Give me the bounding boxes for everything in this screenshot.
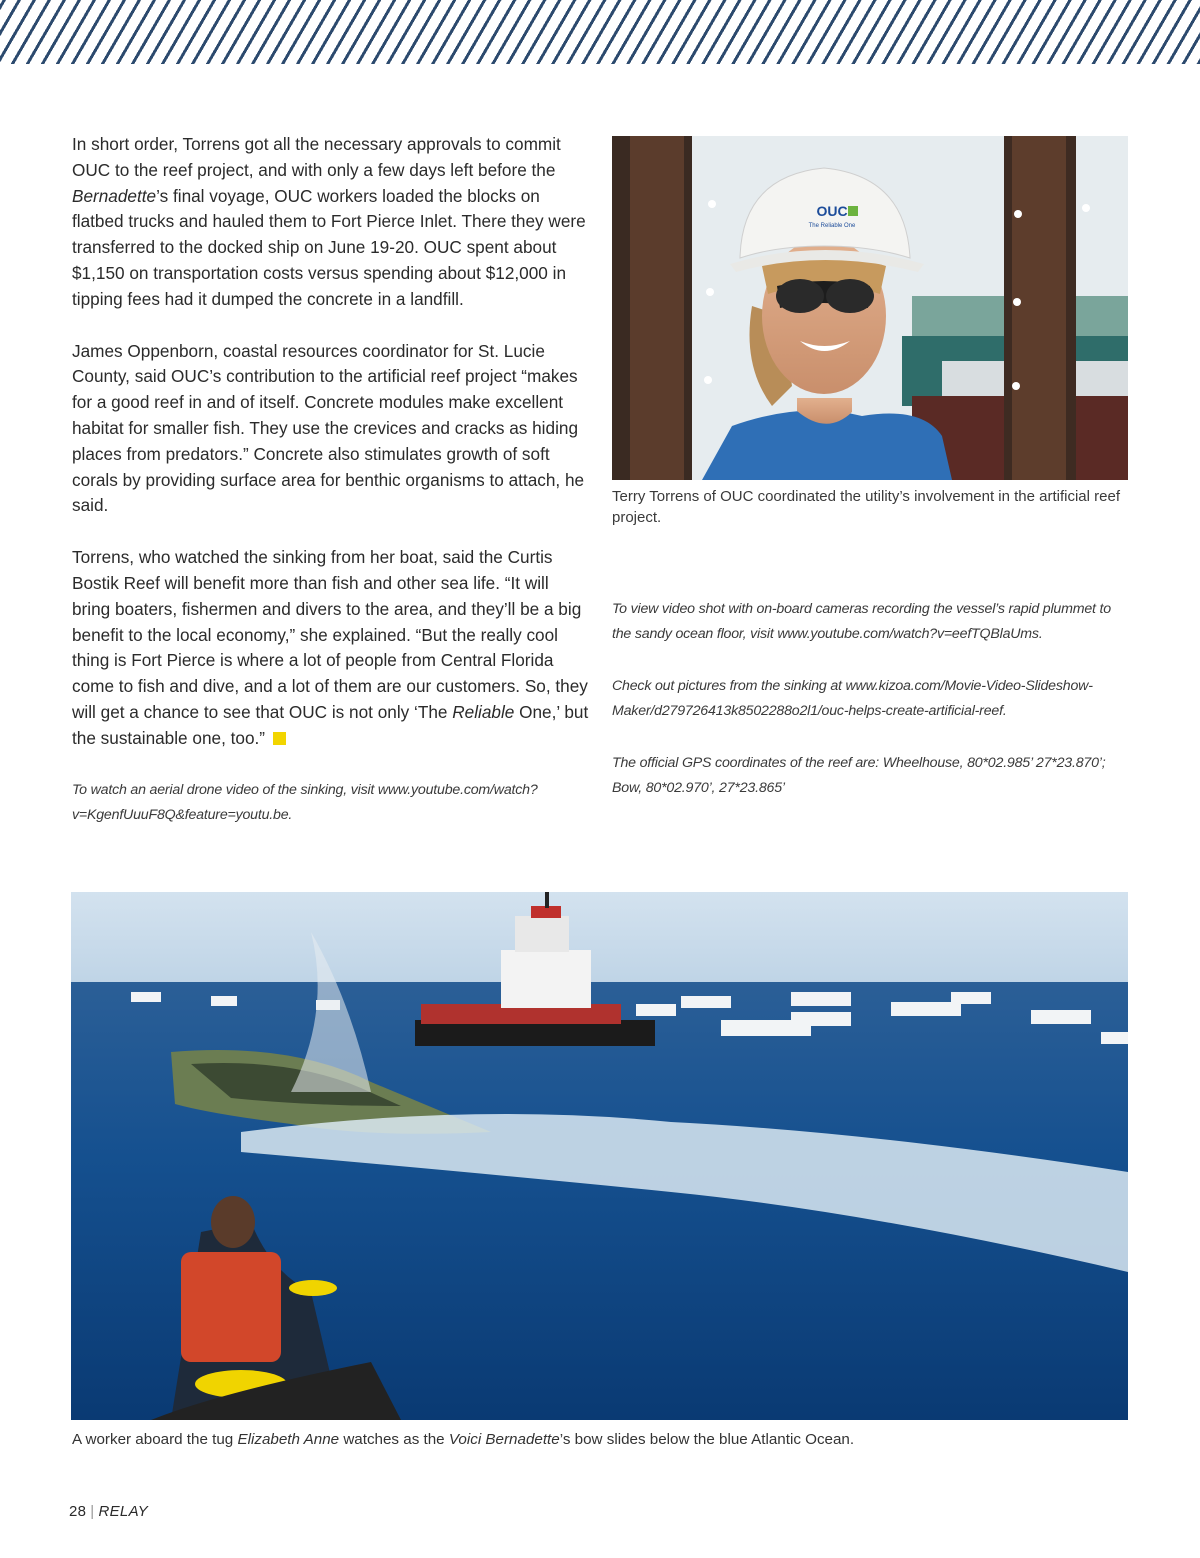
pictures-note: Check out pictures from the sinking at www.kizoa.com/Movie-Video-Slideshow-Maker/d279726413k8502288o2l1/ouc-helps-create-artificial-reef. <box>612 678 1093 719</box>
footer-separator: | <box>90 1503 95 1520</box>
wide-caption-text-a: A worker aboard the tug <box>72 1431 238 1448</box>
paragraph-torrens-quote <box>72 545 590 751</box>
reliable-italic: Reliable <box>452 701 515 722</box>
wide-caption-text-c: ’s bow slides below the blue Atlantic Ocean. <box>559 1431 855 1448</box>
portrait-figure <box>612 136 1128 528</box>
paragraph-approvals-text-b: ’s final voyage, OUC workers loaded the blocks on flatbed trucks and hauled them to Fort Pierce Inlet. There they were transferred to the docked ship on June 19-20. OUC spent about $1,150 on transportation costs versus spending about $12,000 in tipping fees had it dumped the concrete in a landfill. <box>72 185 586 309</box>
drone-video-note: To watch an aerial drone video of the sinking, visit www.youtube.com/watch?v=KgenfUuuF8Q&feature=youtu.be. <box>72 781 538 823</box>
page-footer <box>69 1503 148 1520</box>
tug-name-italic: Elizabeth Anne <box>237 1431 340 1448</box>
end-of-story-marker <box>273 732 286 745</box>
wide-photo-caption <box>72 1429 1128 1450</box>
paragraph-quote-text-b: One,’ but the sustainable one, too.” <box>72 701 589 748</box>
page-number: 28 <box>69 1503 87 1520</box>
ship-name-italic: Bernadette <box>72 185 157 206</box>
onboard-video-note: To view video shot with on-board cameras recording the vessel’s rapid plummet to the sandy ocean floor, visit www.youtube.com/watch?v=eefTQBlaUms. <box>612 601 1111 642</box>
paragraph-oppenborn: James Oppenborn, coastal resources coordinator for St. Lucie County, said OUC’s contribution to the artificial reef project “makes for a good reef in and of itself. Concrete modules make excellent habitat for smaller fish. They use the crevices and cracks as hiding places from predators.” Concrete also stimulates growth of soft corals by providing surface area for benthic organisms to attach, he said. <box>72 340 585 516</box>
portrait-illustration <box>612 136 1128 480</box>
ship-name-caption-italic: Voici Bernadette <box>448 1431 560 1448</box>
right-notes <box>612 597 1132 828</box>
paragraph-approvals-text-a: In short order, Torrens got all the necessary approvals to commit OUC to the reef project, and with only a few days left before the <box>72 134 561 180</box>
header-stripe-band <box>0 0 1200 64</box>
left-column <box>72 132 590 854</box>
sinking-illustration <box>71 892 1128 1420</box>
paragraph-quote-text-a: Torrens, who watched the sinking from her boat, said the Curtis Bostik Reef will benefit more than fish and other sea life. “It will bring boaters, fishermen and divers to the area, and they’ll be a big benefit to the local economy,” she explained. “But the really cool thing is Fort Pierce is where a lot of people from Central Florida come to fish and dive, and a lot of them are our customers. So, they will get a chance to see that OUC is not only ‘The <box>72 547 588 722</box>
hardhat-tagline-text: The Reliable One <box>808 223 856 229</box>
paragraph-approvals <box>72 132 590 313</box>
hardhat-logo-text: OUC <box>816 203 848 219</box>
terry-torrens-photo <box>612 136 1128 480</box>
wide-caption-text-b: watches as the <box>339 1431 449 1448</box>
ship-sinking-photo <box>71 892 1128 1420</box>
gps-coordinates-note: The official GPS coordinates of the reef are: Wheelhouse, 80*02.985’ 27*23.870’; Bow, 80*02.970’, 27*23.865’ <box>612 755 1106 796</box>
portrait-caption: Terry Torrens of OUC coordinated the utility’s involvement in the artificial reef project. <box>612 488 1121 526</box>
publication-name: RELAY <box>98 1503 149 1520</box>
